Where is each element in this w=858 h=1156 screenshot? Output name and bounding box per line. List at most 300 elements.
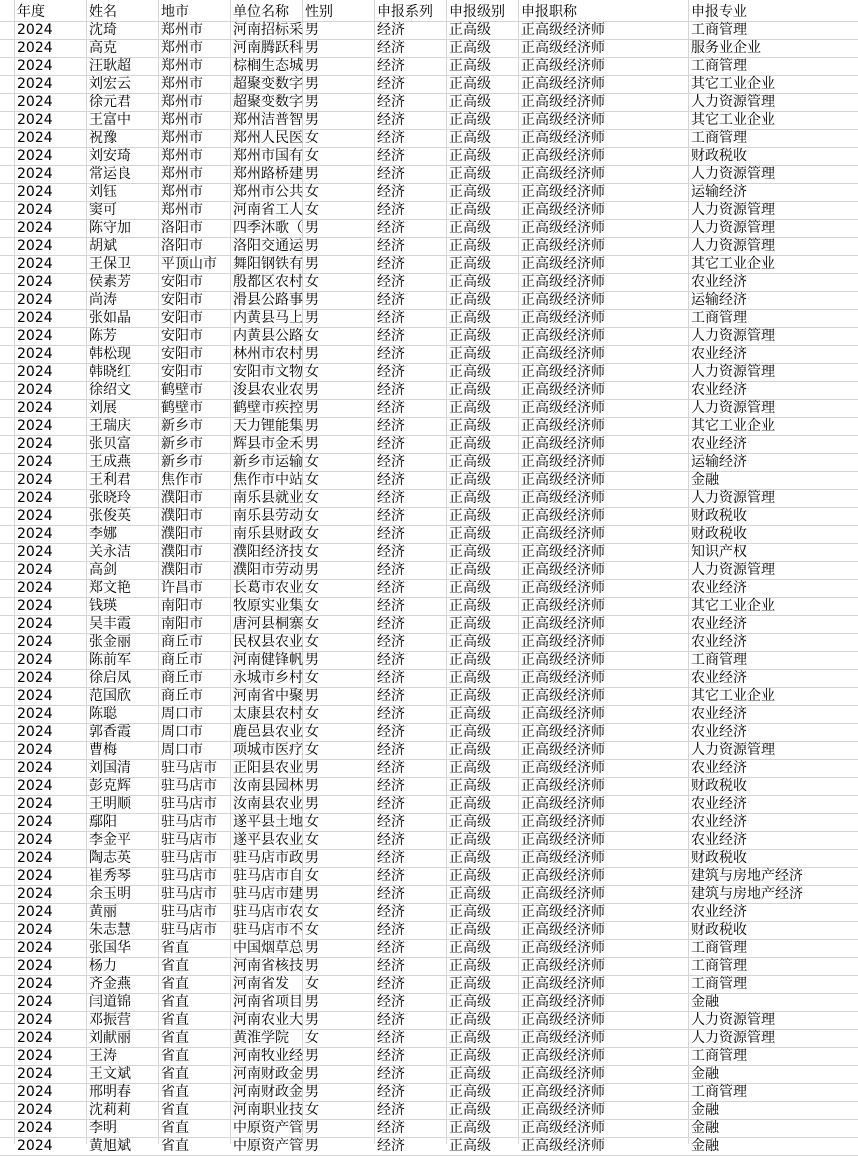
table-cell[interactable]: 2024 bbox=[17, 112, 53, 128]
table-cell[interactable]: 人力资源管理 bbox=[691, 328, 775, 344]
table-cell[interactable]: 女 bbox=[305, 580, 319, 596]
table-cell[interactable]: 经济 bbox=[377, 724, 405, 740]
table-cell[interactable]: 经济 bbox=[377, 1030, 405, 1046]
table-cell[interactable]: 郭香霞 bbox=[89, 724, 131, 740]
table-cell[interactable]: 洛阳交通运 bbox=[233, 238, 303, 254]
table-cell[interactable]: 辉县市金禾 bbox=[233, 436, 303, 452]
table-cell[interactable]: 2024 bbox=[17, 994, 53, 1010]
table-cell[interactable]: 2024 bbox=[17, 1048, 53, 1064]
table-cell[interactable]: 河南腾跃科 bbox=[233, 40, 303, 56]
table-cell[interactable]: 正高级经济师 bbox=[521, 364, 605, 380]
table-cell[interactable]: 男 bbox=[305, 940, 319, 956]
table-cell[interactable]: 民权县农业 bbox=[233, 634, 303, 650]
table-cell[interactable]: 2024 bbox=[17, 472, 53, 488]
table-cell[interactable]: 崔秀琴 bbox=[89, 868, 131, 884]
table-cell[interactable]: 安阳市 bbox=[161, 346, 203, 362]
table-cell[interactable]: 正高级经济师 bbox=[521, 1066, 605, 1082]
table-cell[interactable]: 正高级经济师 bbox=[521, 724, 605, 740]
table-cell[interactable]: 余玉明 bbox=[89, 886, 131, 902]
table-cell[interactable]: 正高级经济师 bbox=[521, 40, 605, 56]
table-cell[interactable]: 2024 bbox=[17, 904, 53, 920]
table-cell[interactable]: 女 bbox=[305, 184, 319, 200]
table-cell[interactable]: 2024 bbox=[17, 922, 53, 938]
table-cell[interactable]: 正高级经济师 bbox=[521, 418, 605, 434]
table-cell[interactable]: 安阳市 bbox=[161, 328, 203, 344]
table-cell[interactable]: 安阳市文物 bbox=[233, 364, 303, 380]
table-cell[interactable]: 安阳市 bbox=[161, 292, 203, 308]
table-cell[interactable]: 南阳市 bbox=[161, 598, 203, 614]
table-cell[interactable]: 2024 bbox=[17, 400, 53, 416]
table-cell[interactable]: 王明顺 bbox=[89, 796, 131, 812]
table-cell[interactable]: 经济 bbox=[377, 850, 405, 866]
table-cell[interactable]: 正高级经济师 bbox=[521, 256, 605, 272]
table-cell[interactable]: 王利君 bbox=[89, 472, 131, 488]
table-cell[interactable]: 商丘市 bbox=[161, 670, 203, 686]
table-cell[interactable]: 棕榈生态城 bbox=[233, 58, 303, 74]
table-cell[interactable]: 正高级 bbox=[449, 400, 491, 416]
table-cell[interactable]: 徐绍文 bbox=[89, 382, 131, 398]
table-cell[interactable]: 正高级 bbox=[449, 94, 491, 110]
table-cell[interactable]: 正高级 bbox=[449, 364, 491, 380]
table-cell[interactable]: 正高级经济师 bbox=[521, 544, 605, 560]
table-cell[interactable]: 经济 bbox=[377, 976, 405, 992]
table-cell[interactable]: 刘宏云 bbox=[89, 76, 131, 92]
table-cell[interactable]: 2024 bbox=[17, 778, 53, 794]
table-cell[interactable]: 驻马店市 bbox=[161, 778, 217, 794]
table-cell[interactable]: 2024 bbox=[17, 562, 53, 578]
table-cell[interactable]: 其它工业企业 bbox=[691, 418, 775, 434]
table-cell[interactable]: 鹤壁市疾控 bbox=[233, 400, 303, 416]
table-cell[interactable]: 王瑞庆 bbox=[89, 418, 131, 434]
table-cell[interactable]: 省直 bbox=[161, 1138, 189, 1154]
table-cell[interactable]: 正高级经济师 bbox=[521, 76, 605, 92]
table-cell[interactable]: 闫道锦 bbox=[89, 994, 131, 1010]
table-cell[interactable]: 女 bbox=[305, 526, 319, 542]
table-cell[interactable]: 濮阳市 bbox=[161, 526, 203, 542]
table-cell[interactable]: 2024 bbox=[17, 652, 53, 668]
table-cell[interactable]: 正高级经济师 bbox=[521, 400, 605, 416]
table-cell[interactable]: 女 bbox=[305, 148, 319, 164]
table-cell[interactable]: 正高级经济师 bbox=[521, 202, 605, 218]
table-cell[interactable]: 2024 bbox=[17, 130, 53, 146]
table-cell[interactable]: 金融 bbox=[691, 1138, 719, 1154]
table-cell[interactable]: 正高级 bbox=[449, 652, 491, 668]
table-cell[interactable]: 正高级经济师 bbox=[521, 292, 605, 308]
table-cell[interactable]: 张国华 bbox=[89, 940, 131, 956]
table-cell[interactable]: 正高级 bbox=[449, 634, 491, 650]
table-cell[interactable]: 正高级经济师 bbox=[521, 310, 605, 326]
table-cell[interactable]: 女 bbox=[305, 364, 319, 380]
table-cell[interactable]: 正高级 bbox=[449, 220, 491, 236]
table-cell[interactable]: 经济 bbox=[377, 526, 405, 542]
table-cell[interactable]: 经济 bbox=[377, 778, 405, 794]
table-cell[interactable]: 郑州洁普智 bbox=[233, 112, 303, 128]
table-cell[interactable]: 正高级经济师 bbox=[521, 670, 605, 686]
table-cell[interactable]: 正高级经济师 bbox=[521, 940, 605, 956]
table-cell[interactable]: 正高级 bbox=[449, 760, 491, 776]
table-cell[interactable]: 鹤壁市 bbox=[161, 382, 203, 398]
table-cell[interactable]: 正高级 bbox=[449, 1030, 491, 1046]
table-cell[interactable]: 男 bbox=[305, 1048, 319, 1064]
table-cell[interactable]: 超聚变数字 bbox=[233, 76, 303, 92]
table-cell[interactable]: 经济 bbox=[377, 454, 405, 470]
table-cell[interactable]: 韩晓红 bbox=[89, 364, 131, 380]
table-cell[interactable]: 人力资源管理 bbox=[691, 220, 775, 236]
table-cell[interactable]: 经济 bbox=[377, 112, 405, 128]
column-header[interactable]: 姓名 bbox=[89, 4, 117, 20]
table-cell[interactable]: 经济 bbox=[377, 1120, 405, 1136]
table-cell[interactable]: 郑州市 bbox=[161, 76, 203, 92]
table-cell[interactable]: 正高级 bbox=[449, 706, 491, 722]
table-cell[interactable]: 高剑 bbox=[89, 562, 117, 578]
table-cell[interactable]: 正高级经济师 bbox=[521, 22, 605, 38]
table-cell[interactable]: 驻马店市 bbox=[161, 760, 217, 776]
table-cell[interactable]: 经济 bbox=[377, 1048, 405, 1064]
table-cell[interactable]: 女 bbox=[305, 706, 319, 722]
table-cell[interactable]: 洛阳市 bbox=[161, 220, 203, 236]
table-cell[interactable]: 省直 bbox=[161, 1102, 189, 1118]
table-cell[interactable]: 周口市 bbox=[161, 706, 203, 722]
table-cell[interactable]: 农业经济 bbox=[691, 760, 747, 776]
table-cell[interactable]: 女 bbox=[305, 922, 319, 938]
table-cell[interactable]: 驻马店市农 bbox=[233, 904, 303, 920]
table-cell[interactable]: 正高级 bbox=[449, 976, 491, 992]
table-cell[interactable]: 新乡市 bbox=[161, 454, 203, 470]
table-cell[interactable]: 李金平 bbox=[89, 832, 131, 848]
table-cell[interactable]: 2024 bbox=[17, 1120, 53, 1136]
table-cell[interactable]: 工商管理 bbox=[691, 1048, 747, 1064]
table-cell[interactable]: 男 bbox=[305, 22, 319, 38]
table-cell[interactable]: 河南省中聚 bbox=[233, 688, 303, 704]
table-cell[interactable]: 2024 bbox=[17, 58, 53, 74]
table-cell[interactable]: 正高级 bbox=[449, 886, 491, 902]
table-cell[interactable]: 正高级经济师 bbox=[521, 994, 605, 1010]
table-cell[interactable]: 农业经济 bbox=[691, 832, 747, 848]
table-cell[interactable]: 男 bbox=[305, 850, 319, 866]
column-header[interactable]: 单位名称 bbox=[233, 4, 289, 20]
table-cell[interactable]: 2024 bbox=[17, 364, 53, 380]
table-cell[interactable]: 金融 bbox=[691, 1066, 719, 1082]
table-cell[interactable]: 经济 bbox=[377, 940, 405, 956]
table-cell[interactable]: 张金丽 bbox=[89, 634, 131, 650]
table-cell[interactable]: 驻马店市 bbox=[161, 868, 217, 884]
table-cell[interactable]: 正高级经济师 bbox=[521, 346, 605, 362]
table-cell[interactable]: 运输经济 bbox=[691, 292, 747, 308]
table-cell[interactable]: 2024 bbox=[17, 40, 53, 56]
table-cell[interactable]: 工商管理 bbox=[691, 940, 747, 956]
table-cell[interactable]: 省直 bbox=[161, 940, 189, 956]
table-cell[interactable]: 河南健锋帆 bbox=[233, 652, 303, 668]
table-cell[interactable]: 正高级 bbox=[449, 472, 491, 488]
table-cell[interactable]: 王成燕 bbox=[89, 454, 131, 470]
table-cell[interactable]: 2024 bbox=[17, 742, 53, 758]
table-cell[interactable]: 经济 bbox=[377, 958, 405, 974]
table-cell[interactable]: 经济 bbox=[377, 490, 405, 506]
table-cell[interactable]: 驻马店市 bbox=[161, 886, 217, 902]
table-cell[interactable]: 经济 bbox=[377, 616, 405, 632]
table-cell[interactable]: 经济 bbox=[377, 472, 405, 488]
table-cell[interactable]: 男 bbox=[305, 760, 319, 776]
table-cell[interactable]: 郑州人民医 bbox=[233, 130, 303, 146]
column-header[interactable]: 申报职称 bbox=[521, 4, 577, 20]
table-cell[interactable]: 正高级 bbox=[449, 940, 491, 956]
table-cell[interactable]: 男 bbox=[305, 256, 319, 272]
table-cell[interactable]: 胡斌 bbox=[89, 238, 117, 254]
column-header[interactable]: 申报系列 bbox=[377, 4, 433, 20]
table-cell[interactable]: 经济 bbox=[377, 1012, 405, 1028]
table-cell[interactable]: 沈琦 bbox=[89, 22, 117, 38]
table-cell[interactable]: 正高级 bbox=[449, 850, 491, 866]
table-cell[interactable]: 经济 bbox=[377, 706, 405, 722]
table-cell[interactable]: 正高级 bbox=[449, 22, 491, 38]
table-cell[interactable]: 驻马店市 bbox=[161, 850, 217, 866]
table-cell[interactable]: 正高级经济师 bbox=[521, 598, 605, 614]
table-cell[interactable]: 正高级 bbox=[449, 202, 491, 218]
table-cell[interactable]: 2024 bbox=[17, 850, 53, 866]
table-cell[interactable]: 男 bbox=[305, 958, 319, 974]
table-cell[interactable]: 王保卫 bbox=[89, 256, 131, 272]
table-cell[interactable]: 商丘市 bbox=[161, 634, 203, 650]
table-cell[interactable]: 2024 bbox=[17, 94, 53, 110]
table-cell[interactable]: 正高级经济师 bbox=[521, 490, 605, 506]
table-cell[interactable]: 河南省核技 bbox=[233, 958, 303, 974]
table-cell[interactable]: 省直 bbox=[161, 1030, 189, 1046]
table-cell[interactable]: 正高级经济师 bbox=[521, 130, 605, 146]
table-cell[interactable]: 洛阳市 bbox=[161, 238, 203, 254]
table-cell[interactable]: 驻马店市 bbox=[161, 904, 217, 920]
table-cell[interactable]: 人力资源管理 bbox=[691, 364, 775, 380]
table-cell[interactable]: 正高级 bbox=[449, 328, 491, 344]
table-cell[interactable]: 正高级经济师 bbox=[521, 814, 605, 830]
table-cell[interactable]: 男 bbox=[305, 76, 319, 92]
table-cell[interactable]: 周口市 bbox=[161, 724, 203, 740]
table-cell[interactable]: 男 bbox=[305, 1120, 319, 1136]
table-cell[interactable]: 女 bbox=[305, 904, 319, 920]
table-cell[interactable]: 经济 bbox=[377, 436, 405, 452]
table-cell[interactable]: 2024 bbox=[17, 328, 53, 344]
table-cell[interactable]: 正高级 bbox=[449, 1102, 491, 1118]
table-cell[interactable]: 郑州市 bbox=[161, 148, 203, 164]
table-cell[interactable]: 永城市乡村 bbox=[233, 670, 303, 686]
table-cell[interactable]: 2024 bbox=[17, 22, 53, 38]
table-cell[interactable]: 王文斌 bbox=[89, 1066, 131, 1082]
table-cell[interactable]: 女 bbox=[305, 742, 319, 758]
table-cell[interactable]: 窦可 bbox=[89, 202, 117, 218]
table-cell[interactable]: 人力资源管理 bbox=[691, 400, 775, 416]
table-cell[interactable]: 新乡市 bbox=[161, 436, 203, 452]
table-cell[interactable]: 男 bbox=[305, 436, 319, 452]
table-cell[interactable]: 男 bbox=[305, 688, 319, 704]
table-cell[interactable]: 经济 bbox=[377, 22, 405, 38]
table-cell[interactable]: 其它工业企业 bbox=[691, 256, 775, 272]
table-cell[interactable]: 经济 bbox=[377, 382, 405, 398]
column-header[interactable]: 性别 bbox=[305, 4, 333, 20]
table-cell[interactable]: 正高级 bbox=[449, 526, 491, 542]
table-cell[interactable]: 超聚变数字 bbox=[233, 94, 303, 110]
table-cell[interactable]: 浚县农业农 bbox=[233, 382, 303, 398]
table-cell[interactable]: 南阳市 bbox=[161, 616, 203, 632]
table-cell[interactable]: 朱志慧 bbox=[89, 922, 131, 938]
table-cell[interactable]: 正阳县农业 bbox=[233, 760, 303, 776]
table-cell[interactable]: 工商管理 bbox=[691, 976, 747, 992]
table-cell[interactable]: 殷都区农村 bbox=[233, 274, 303, 290]
table-cell[interactable]: 经济 bbox=[377, 544, 405, 560]
table-cell[interactable]: 建筑与房地产经济 bbox=[691, 886, 803, 902]
table-cell[interactable]: 汪耿超 bbox=[89, 58, 131, 74]
column-header[interactable]: 申报专业 bbox=[691, 4, 747, 20]
table-cell[interactable]: 鄢阳 bbox=[89, 814, 117, 830]
table-cell[interactable]: 经济 bbox=[377, 274, 405, 290]
table-cell[interactable]: 齐金燕 bbox=[89, 976, 131, 992]
table-cell[interactable]: 正高级经济师 bbox=[521, 562, 605, 578]
table-cell[interactable]: 刘钰 bbox=[89, 184, 117, 200]
table-cell[interactable]: 2024 bbox=[17, 76, 53, 92]
table-cell[interactable]: 经济 bbox=[377, 58, 405, 74]
table-cell[interactable]: 正高级 bbox=[449, 922, 491, 938]
table-cell[interactable]: 经济 bbox=[377, 508, 405, 524]
table-cell[interactable]: 正高级经济师 bbox=[521, 436, 605, 452]
table-cell[interactable]: 经济 bbox=[377, 364, 405, 380]
table-cell[interactable]: 农业经济 bbox=[691, 274, 747, 290]
table-cell[interactable]: 黄丽 bbox=[89, 904, 117, 920]
table-cell[interactable]: 林州市农村 bbox=[233, 346, 303, 362]
table-cell[interactable]: 经济 bbox=[377, 130, 405, 146]
table-cell[interactable]: 知识产权 bbox=[691, 544, 747, 560]
table-cell[interactable]: 2024 bbox=[17, 490, 53, 506]
table-cell[interactable]: 安阳市 bbox=[161, 274, 203, 290]
table-cell[interactable]: 侯素芳 bbox=[89, 274, 131, 290]
table-cell[interactable]: 女 bbox=[305, 616, 319, 632]
table-cell[interactable]: 项城市医疗 bbox=[233, 742, 303, 758]
table-cell[interactable]: 金融 bbox=[691, 994, 719, 1010]
table-cell[interactable]: 农业经济 bbox=[691, 436, 747, 452]
table-cell[interactable]: 郑州市 bbox=[161, 112, 203, 128]
table-cell[interactable]: 男 bbox=[305, 40, 319, 56]
column-header[interactable]: 年度 bbox=[17, 4, 45, 20]
table-cell[interactable]: 正高级经济师 bbox=[521, 1048, 605, 1064]
table-cell[interactable]: 2024 bbox=[17, 580, 53, 596]
table-cell[interactable]: 正高级 bbox=[449, 832, 491, 848]
table-cell[interactable]: 徐启凤 bbox=[89, 670, 131, 686]
column-header[interactable]: 地市 bbox=[161, 4, 189, 20]
table-cell[interactable]: 经济 bbox=[377, 1084, 405, 1100]
table-cell[interactable]: 2024 bbox=[17, 184, 53, 200]
table-cell[interactable]: 濮阳市劳动 bbox=[233, 562, 303, 578]
table-cell[interactable]: 农业经济 bbox=[691, 814, 747, 830]
table-cell[interactable]: 濮阳市 bbox=[161, 490, 203, 506]
table-cell[interactable]: 2024 bbox=[17, 796, 53, 812]
table-cell[interactable]: 正高级 bbox=[449, 1138, 491, 1154]
table-cell[interactable]: 男 bbox=[305, 382, 319, 398]
table-cell[interactable]: 经济 bbox=[377, 220, 405, 236]
table-cell[interactable]: 女 bbox=[305, 472, 319, 488]
table-cell[interactable]: 正高级经济师 bbox=[521, 652, 605, 668]
table-cell[interactable]: 人力资源管理 bbox=[691, 490, 775, 506]
table-cell[interactable]: 女 bbox=[305, 814, 319, 830]
table-cell[interactable]: 人力资源管理 bbox=[691, 166, 775, 182]
table-cell[interactable]: 男 bbox=[305, 994, 319, 1010]
table-cell[interactable]: 驻马店市 bbox=[161, 796, 217, 812]
table-cell[interactable]: 王涛 bbox=[89, 1048, 117, 1064]
table-cell[interactable]: 正高级经济师 bbox=[521, 796, 605, 812]
table-cell[interactable]: 男 bbox=[305, 1084, 319, 1100]
table-cell[interactable]: 2024 bbox=[17, 220, 53, 236]
table-cell[interactable]: 女 bbox=[305, 130, 319, 146]
table-cell[interactable]: 郑州市 bbox=[161, 166, 203, 182]
table-cell[interactable]: 男 bbox=[305, 1138, 319, 1154]
table-cell[interactable]: 正高级经济师 bbox=[521, 976, 605, 992]
table-cell[interactable]: 钱瑛 bbox=[89, 598, 117, 614]
table-cell[interactable]: 正高级经济师 bbox=[521, 238, 605, 254]
table-cell[interactable]: 张晓玲 bbox=[89, 490, 131, 506]
table-cell[interactable]: 经济 bbox=[377, 400, 405, 416]
table-cell[interactable]: 工商管理 bbox=[691, 1084, 747, 1100]
table-cell[interactable]: 正高级 bbox=[449, 724, 491, 740]
table-cell[interactable]: 正高级 bbox=[449, 796, 491, 812]
table-cell[interactable]: 正高级 bbox=[449, 670, 491, 686]
table-cell[interactable]: 郑州市 bbox=[161, 184, 203, 200]
table-cell[interactable]: 正高级经济师 bbox=[521, 886, 605, 902]
table-cell[interactable]: 正高级 bbox=[449, 580, 491, 596]
table-cell[interactable]: 经济 bbox=[377, 1102, 405, 1118]
table-cell[interactable]: 正高级经济师 bbox=[521, 580, 605, 596]
table-cell[interactable]: 经济 bbox=[377, 580, 405, 596]
table-cell[interactable]: 正高级 bbox=[449, 688, 491, 704]
table-cell[interactable]: 正高级经济师 bbox=[521, 742, 605, 758]
table-cell[interactable]: 王富中 bbox=[89, 112, 131, 128]
table-cell[interactable]: 男 bbox=[305, 778, 319, 794]
table-cell[interactable]: 2024 bbox=[17, 310, 53, 326]
table-cell[interactable]: 男 bbox=[305, 310, 319, 326]
table-cell[interactable]: 男 bbox=[305, 1012, 319, 1028]
table-cell[interactable]: 2024 bbox=[17, 256, 53, 272]
table-cell[interactable]: 新乡市 bbox=[161, 418, 203, 434]
table-cell[interactable]: 2024 bbox=[17, 454, 53, 470]
table-cell[interactable]: 农业经济 bbox=[691, 724, 747, 740]
table-cell[interactable]: 正高级经济师 bbox=[521, 112, 605, 128]
table-cell[interactable]: 遂平县土地 bbox=[233, 814, 303, 830]
table-cell[interactable]: 建筑与房地产经济 bbox=[691, 868, 803, 884]
table-cell[interactable]: 正高级 bbox=[449, 994, 491, 1010]
table-cell[interactable]: 张如晶 bbox=[89, 310, 131, 326]
table-cell[interactable]: 经济 bbox=[377, 886, 405, 902]
table-cell[interactable]: 男 bbox=[305, 346, 319, 362]
table-cell[interactable]: 男 bbox=[305, 58, 319, 74]
table-cell[interactable]: 女 bbox=[305, 328, 319, 344]
table-cell[interactable]: 农业经济 bbox=[691, 706, 747, 722]
table-cell[interactable]: 男 bbox=[305, 1066, 319, 1082]
table-cell[interactable]: 2024 bbox=[17, 274, 53, 290]
table-cell[interactable]: 经济 bbox=[377, 994, 405, 1010]
table-cell[interactable]: 正高级 bbox=[449, 544, 491, 560]
table-cell[interactable]: 男 bbox=[305, 292, 319, 308]
table-cell[interactable]: 2024 bbox=[17, 1012, 53, 1028]
table-cell[interactable]: 正高级 bbox=[449, 274, 491, 290]
table-cell[interactable]: 正高级经济师 bbox=[521, 922, 605, 938]
table-cell[interactable]: 2024 bbox=[17, 382, 53, 398]
table-cell[interactable]: 濮阳经济技 bbox=[233, 544, 303, 560]
table-cell[interactable]: 金融 bbox=[691, 1102, 719, 1118]
table-cell[interactable]: 经济 bbox=[377, 40, 405, 56]
table-cell[interactable]: 经济 bbox=[377, 166, 405, 182]
table-cell[interactable]: 经济 bbox=[377, 562, 405, 578]
table-cell[interactable]: 正高级经济师 bbox=[521, 706, 605, 722]
table-cell[interactable]: 2024 bbox=[17, 238, 53, 254]
table-cell[interactable]: 经济 bbox=[377, 652, 405, 668]
table-cell[interactable]: 2024 bbox=[17, 526, 53, 542]
table-cell[interactable]: 正高级 bbox=[449, 1066, 491, 1082]
table-cell[interactable]: 男 bbox=[305, 796, 319, 812]
